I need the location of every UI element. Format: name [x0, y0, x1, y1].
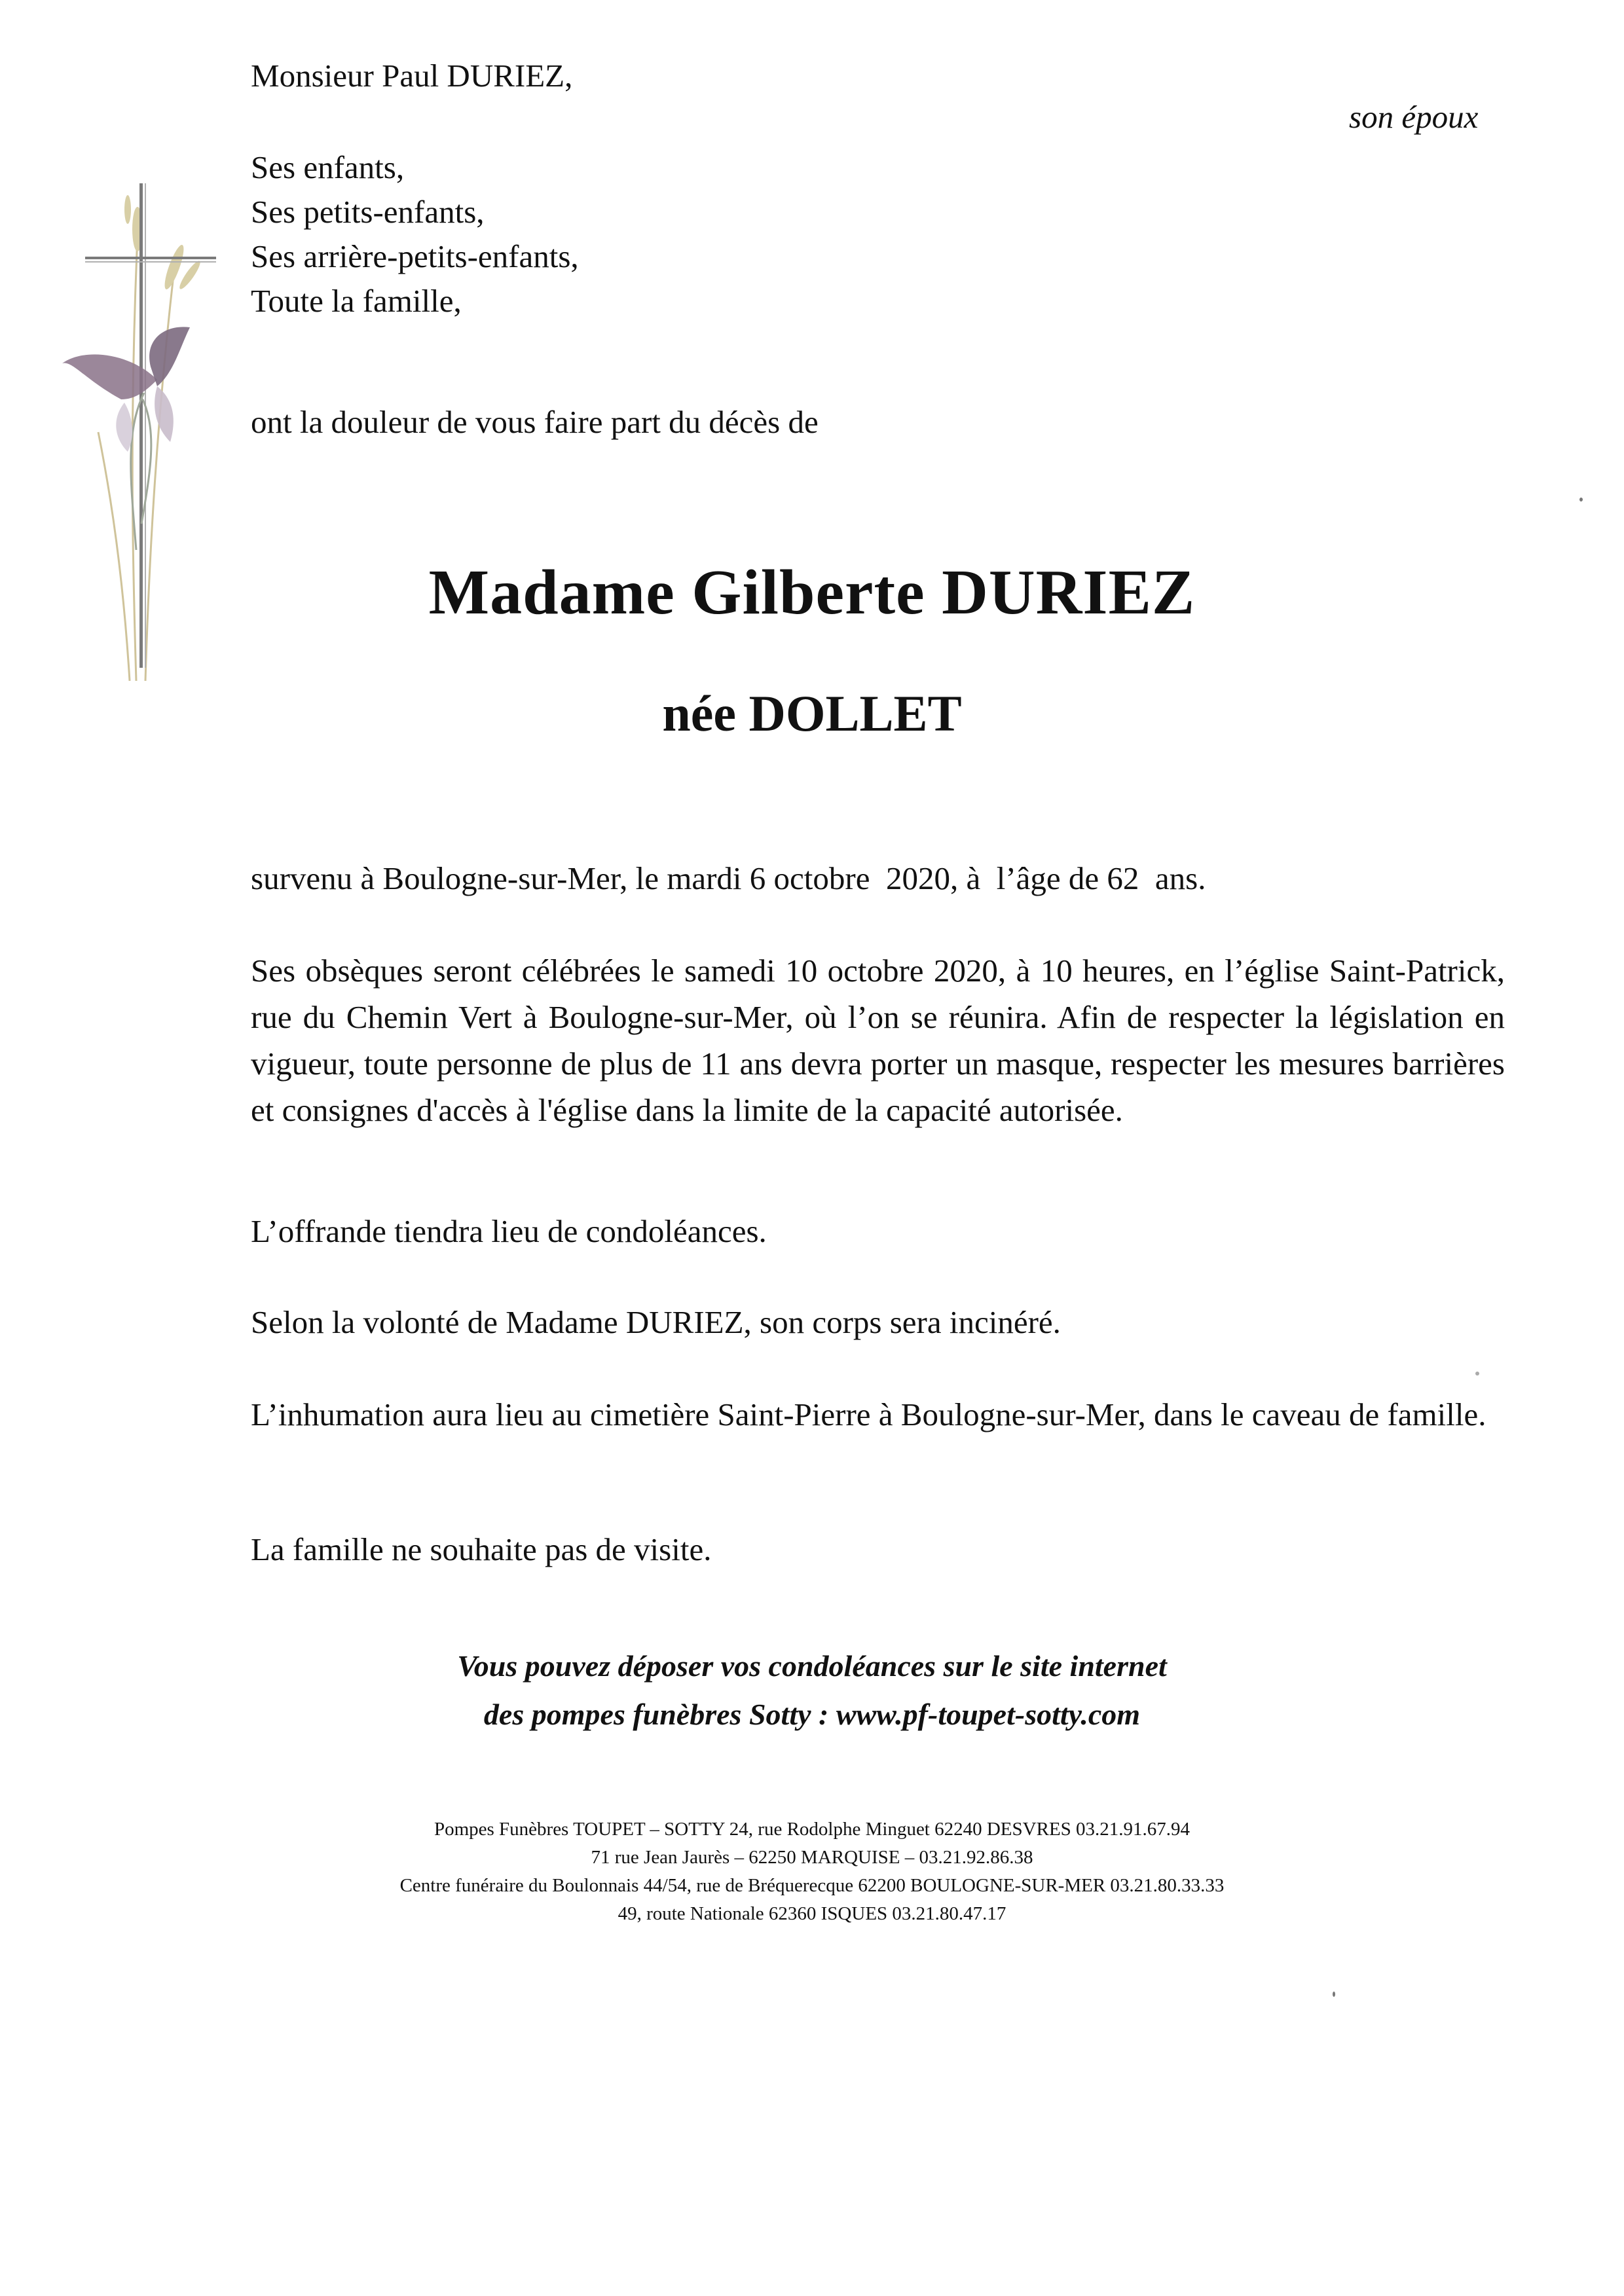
web-note-line-2: des pompes funèbres Sotty : www.pf-toupet-sotty.com: [483, 1698, 1141, 1731]
scan-speck: [1475, 1372, 1479, 1376]
family-line-great-grandchildren: Ses arrière-petits-enfants,: [251, 238, 579, 274]
funeral-paragraph: Ses obsèques seront célébrées le samedi 10 octobre 2020, à 10 heures, en l’église Saint-Patrick, rue du Chemin Vert à Boulogne-sur-Mer, où l’on se réunira. Afin de respecter la législation en vigueur, toute personne de plus de 11 ans devra porter un masque, respecter les mesures barrières et consignes d'accès à l'église dans la limite de la capacité autorisée.: [251, 953, 1505, 1128]
footer-line-isques: 49, route Nationale 62360 ISQUES 03.21.80.47.17: [618, 1903, 1006, 1924]
announcement-line: ont la douleur de vous faire part du décès de: [251, 404, 819, 440]
footer-line-marquise: 71 rue Jean Jaurès – 62250 MARQUISE – 03.21.92.86.38: [591, 1847, 1033, 1868]
maiden-name: née DOLLET: [662, 685, 962, 742]
cremation-line: Selon la volonté de Madame DURIEZ, son corps sera incinéré.: [251, 1304, 1061, 1340]
offering-line: L’offrande tiendra lieu de condoléances.: [251, 1213, 767, 1249]
husband-role: son époux: [1349, 99, 1479, 135]
footer-line-boulogne: Centre funéraire du Boulonnais 44/54, rue de Bréquerecque 62200 BOULOGNE-SUR-MER 03.21.80.33.33: [399, 1875, 1225, 1896]
web-note-line-1: Vous pouvez déposer vos condoléances sur le site internet: [457, 1649, 1167, 1683]
husband-line: Monsieur Paul DURIEZ,: [251, 58, 573, 94]
family-line-grandchildren: Ses petits-enfants,: [251, 194, 485, 230]
scan-speck: [1333, 1992, 1335, 1997]
footer-line-desvres: Pompes Funèbres TOUPET – SOTTY 24, rue Rodolphe Minguet 62240 DESVRES 03.21.91.67.94: [434, 1819, 1190, 1840]
scan-speck: [1579, 498, 1583, 501]
family-list: [251, 145, 579, 323]
visit-line: La famille ne souhaite pas de visite.: [251, 1531, 712, 1567]
family-line-children: Ses enfants,: [251, 149, 405, 185]
deceased-name: Madame Gilberte DURIEZ: [428, 557, 1196, 628]
family-line-whole-family: Toute la famille,: [251, 283, 462, 319]
funeral-home-footer: [0, 1815, 1624, 1928]
death-details: survenu à Boulogne-sur-Mer, le mardi 6 octobre 2020, à l’âge de 62 ans.: [251, 860, 1206, 896]
burial-paragraph: L’inhumation aura lieu au cimetière Saint-Pierre à Boulogne-sur-Mer, dans le caveau de famille.: [251, 1396, 1486, 1432]
condolence-web-note: [0, 1642, 1624, 1739]
